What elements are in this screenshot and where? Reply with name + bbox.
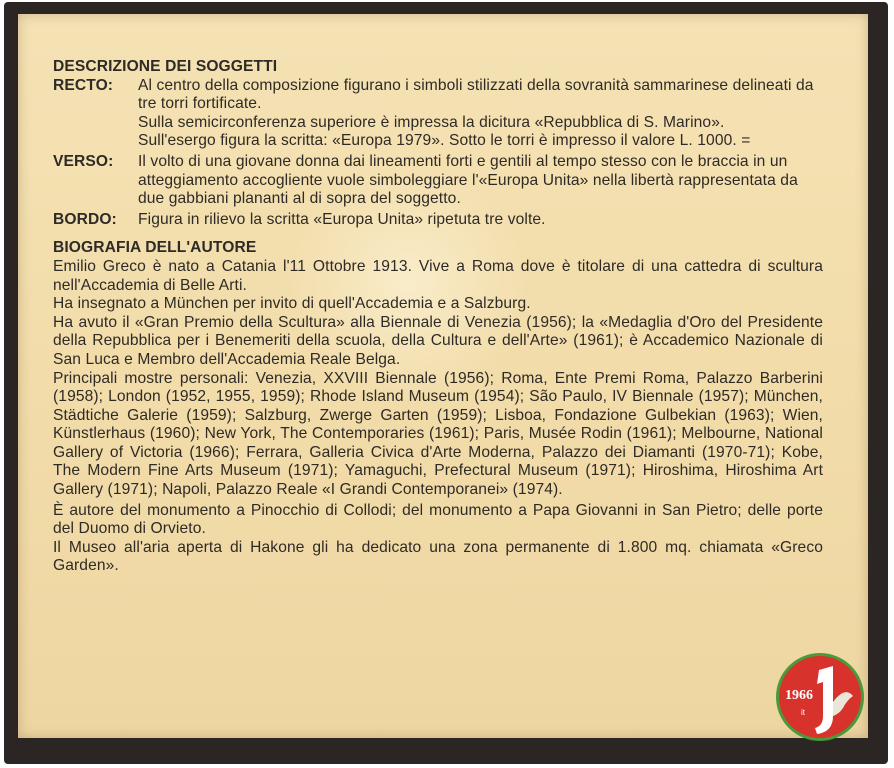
bio-paragraph: Principali mostre personali: Venezia, XXVIII Biennale (1956); Roma, Ente Premi Roma, Palazzo Barberini (1958); London (1952, 1955, 1959); Rhode Island Museum (1954); São Paulo, IV Biennale (1957); München, Städtiche Galerie (1959); Salzburg, Zwerge Garten (1959); Lisboa, Fondazione Gulbekian (1963); Wien, Künstlerhaus (1960); New York, The Contemporaries (1961); Paris, Musée Rodin (1961); Melbourne, National Gallery of Victoria (1966); Ferrara, Galleria Civica d'Arte Moderna, Palazzo dei Diamanti (1970-71); Kobe, The Modern Fine Arts Museum (1971); Yamaguchi, Prefectural Museum (1971); Hiroshima, Hiroshima Art Gallery (1971); Napoli, Palazzo Reale «I Grandi Contemporanei» (1974). [53, 369, 823, 499]
bordo-label: BORDO: [53, 210, 117, 228]
bio-paragraph: Ha avuto il «Gran Premio della Scultura» alla Biennale di Venezia (1956); la «Medaglia d'Oro del Presidente della Repubblica per i Benemeriti della scuola, della Cultura e dell'Arte» (1961); è Accademico Nazionale di San Luca e Membro dell'Accademia Reale Belga. [53, 313, 823, 368]
biografia-text [53, 258, 823, 576]
descrizione-heading: DESCRIZIONE DEI SOGGETTI [53, 58, 278, 75]
bio-paragraph: Il Museo all'aria aperta di Hakone gli ha dedicato una zona permanente di 1.800 mq. chiamata «Greco Garden». [53, 538, 823, 575]
recto-line: Sulla semicirconferenza superiore è impressa la dicitura «Repubblica di S. Marino». [138, 113, 725, 131]
verso-text: Il volto di una giovane donna dai lineamenti forti e gentili al tempo stesso con le braccia in un atteggiamento accogliente vuole simboleggiare l'«Europa Unita» nella libertà rappresentata da due gabbiani plananti al di sopra del soggetto. [138, 152, 798, 208]
recto-section [53, 77, 823, 151]
verso-label: VERSO: [53, 152, 114, 170]
document-content [53, 58, 823, 576]
bio-paragraph: Ha insegnato a München per invito di quell'Accademia e a Salzburg. [53, 295, 531, 313]
bio-paragraph: Emilio Greco è nato a Catania l'11 Ottobre 1913. Vive a Roma dove è titolare di una cattedra di scultura nell'Accademia di Belle Arti. [53, 257, 823, 294]
bordo-text: Figura in rilievo la scritta «Europa Unita» ripetuta tre volte. [138, 210, 546, 228]
recto-label: RECTO: [53, 76, 114, 94]
biografia-heading: BIOGRAFIA DELL'AUTORE [53, 239, 257, 257]
watermark-sub: it [801, 708, 805, 717]
bio-paragraph: È autore del monumento a Pinocchio di Collodi; del monumento a Papa Giovanni in San Pietro; delle porte del Duomo di Orvieto. [53, 501, 823, 538]
watermark-logo [776, 653, 864, 741]
bordo-section [53, 211, 823, 230]
recto-text [138, 77, 823, 151]
verso-section [53, 153, 823, 209]
recto-line: Sull'esergo figura la scritta: «Europa 1979». Sotto le torri è impresso il valore L. 1000. = [138, 132, 751, 150]
recto-line: Al centro della composizione figurano i simboli stilizzati della sovranità sammarinese delineati da tre torri fortificate. [138, 76, 814, 113]
watermark-year: 1966 [785, 688, 813, 703]
